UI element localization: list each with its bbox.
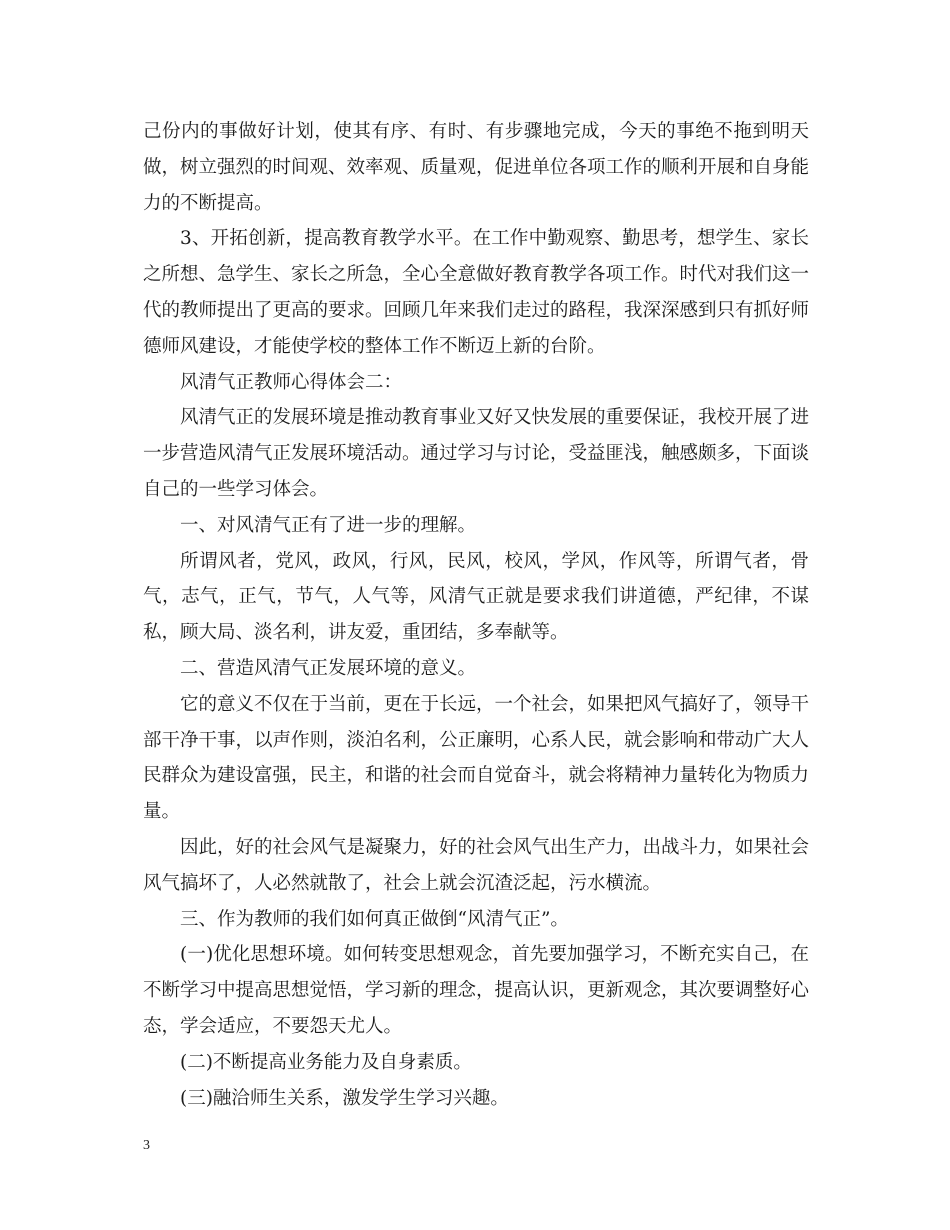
paragraph-intro: 风清气正的发展环境是推动教育事业又好又快发展的重要保证，我校开展了进一步营造风清气正发展环境活动。通过学习与讨论，受益匪浅，触感颇多，下面谈自己的一些学习体会。	[143, 407, 810, 500]
paragraph-point-3: 3、开拓创新，提高教育教学水平。在工作中勤观察、勤思考，想学生、家长之所想、急学生、家长之所急，全心全意做好教育教学各项工作。时代对我们这一代的教师提出了更高的要求。回顾几年来我们走过的路程，我深深感到只有抓好师德师风建设，才能使学校的整体工作不断迈上新的台阶。	[143, 228, 810, 357]
subpoint-three: (三)融洽师生关系，激发学生学习兴趣。	[180, 1087, 509, 1109]
paragraph-therefore: 因此，好的社会风气是凝聚力，好的社会风气出生产力，出战斗力，如果社会风气搞坏了，人必然就散了，社会上就会沉渣泛起，污水横流。	[143, 836, 810, 894]
page-number: 3	[143, 1138, 150, 1153]
document-body	[143, 114, 809, 1116]
subpoint-two: (二)不断提高业务能力及自身素质。	[180, 1051, 472, 1073]
subpoint-one: (一)优化思想环境。如何转变思想观念，首先要加强学习，不断充实自己，在不断学习中提高思想觉悟，学习新的理念，提高认识，更新观念，其次要调整好心态，学会适应，不要怨天尤人。	[143, 944, 810, 1037]
section-heading-part-two: 风清气正教师心得体会二：	[180, 371, 403, 393]
paragraph-significance: 它的意义不仅在于当前，更在于长远，一个社会，如果把风气搞好了，领导干部干净干事，以声作则，淡泊名利，公正廉明，心系人民，就会影响和带动广大人民群众为建设富强，民主，和谐的社会而自觉奋斗，就会将精神力量转化为物质力量。	[143, 693, 810, 823]
heading-three: 三、作为教师的我们如何真正做倒“风清气正”。	[180, 908, 569, 930]
heading-one: 一、对风清气正有了进一步的理解。	[180, 514, 477, 536]
heading-two: 二、营造风清气正发展环境的意义。	[180, 657, 477, 679]
paragraph-definition: 所谓风者，党风，政风，行风，民风，校风，学风，作风等，所谓气者，骨气，志气，正气，节气，人气等，风清气正就是要求我们讲道德，严纪律，不谋私，顾大局、淡名利，讲友爱，重团结，多奉献等。	[143, 550, 809, 644]
paragraph-continuation: 己份内的事做好计划，使其有序、有时、有步骤地完成，今天的事绝不拖到明天做，树立强烈的时间观、效率观、质量观，促进单位各项工作的顺利开展和自身能力的不断提高。	[143, 121, 810, 214]
